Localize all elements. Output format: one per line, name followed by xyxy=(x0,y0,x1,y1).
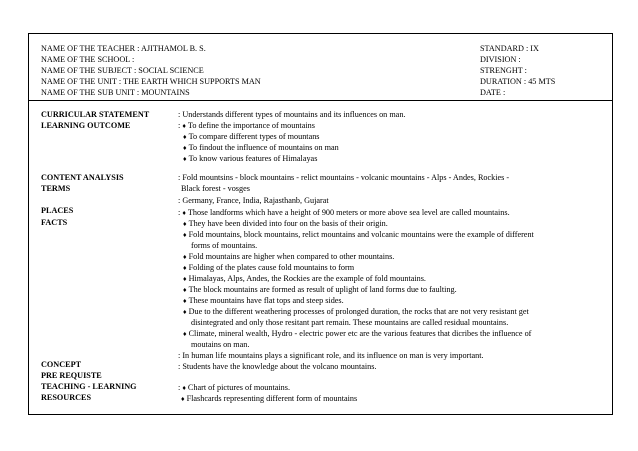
label-resources: RESOURCES xyxy=(41,393,92,402)
header-box xyxy=(28,33,613,101)
curricular-statement-text: : Understands different types of mountains and its influences on man. xyxy=(178,110,406,119)
strength: STRENGHT : xyxy=(480,66,527,75)
terms-text: : Fold mountsins - block mountains - relict mountains - volcanic mountains - Alps - Andes, Rockies - xyxy=(178,173,510,182)
fact-item-cont: disintegrated and only those resitant part remain. These mountains are called residual mountains. xyxy=(191,318,509,327)
learning-outcome-item: ♦ To findout the influence of mountains on man xyxy=(183,143,339,152)
label-learning-outcome: LEARNING OUTCOME xyxy=(41,121,131,130)
fact-item: : ♦ Those landforms which have a height of 900 meters or more above sea level are called mountains. xyxy=(178,208,510,217)
prerequisite-text: : Students have the knowledge about the volcano mountains. xyxy=(178,362,377,371)
label-concept: CONCEPT xyxy=(41,360,82,369)
diamond-bullet-icon: ♦ xyxy=(181,395,185,403)
fact-item: ♦ Himalayas, Alps, Andes, the Rockies are the example of fold mountains. xyxy=(183,274,426,283)
standard: STANDARD : IX xyxy=(480,44,539,53)
label-facts: FACTS xyxy=(41,218,68,227)
fact-item: ♦ Due to the different weathering processes of prolonged duration, the rocks that are not very resistant get xyxy=(183,307,529,316)
fact-item: ♦ These mountains have flat tops and steep sides. xyxy=(183,296,344,305)
lesson-plan-body xyxy=(28,100,613,415)
school-name: NAME OF THE SCHOOL : xyxy=(41,55,135,64)
diamond-bullet-icon: ♦ xyxy=(182,209,186,217)
label-places: PLACES xyxy=(41,206,74,215)
diamond-bullet-icon: ♦ xyxy=(183,264,187,272)
learning-outcome-item: : ♦ To define the importance of mountains xyxy=(178,121,315,130)
places-text: : Germany, France, India, Rajasthanb, Gujarat xyxy=(178,196,329,205)
fact-item: ♦ They have been divided into four on the basis of their origin. xyxy=(183,219,388,228)
header-right xyxy=(480,43,555,98)
fact-item: ♦ Fold mountains are higher when compared to other mountains. xyxy=(183,252,395,261)
fact-item: ♦ The block mountains are formed as result of uplight of land forms due to faulting. xyxy=(183,285,457,294)
label-terms: TERMS xyxy=(41,184,71,193)
label-curricular-statement: CURRICULAR STATEMENT xyxy=(41,110,150,119)
diamond-bullet-icon: ♦ xyxy=(183,231,187,239)
diamond-bullet-icon: ♦ xyxy=(183,308,187,316)
diamond-bullet-icon: ♦ xyxy=(183,144,187,152)
diamond-bullet-icon: ♦ xyxy=(183,133,187,141)
diamond-bullet-icon: ♦ xyxy=(183,253,187,261)
diamond-bullet-icon: ♦ xyxy=(182,384,186,392)
learning-outcome-item: ♦ To compare different types of mountans xyxy=(183,132,320,141)
resource-item: : ♦ Chart of pictures of mountains. xyxy=(178,383,291,392)
diamond-bullet-icon: ♦ xyxy=(183,220,187,228)
diamond-bullet-icon: ♦ xyxy=(183,275,187,283)
lo-prefix: : xyxy=(178,121,183,130)
diamond-bullet-icon: ♦ xyxy=(183,330,187,338)
resources-prefix: : xyxy=(178,383,183,392)
concept-text: : In human life mountains plays a significant role, and its influence on man is very important. xyxy=(178,351,484,360)
facts-prefix: : xyxy=(178,208,183,217)
fact-item-cont: moutains on man. xyxy=(191,340,250,349)
diamond-bullet-icon: ♦ xyxy=(183,286,187,294)
diamond-bullet-icon: ♦ xyxy=(183,297,187,305)
duration: DURATION : 45 MTS xyxy=(480,77,556,86)
label-prerequisite: PRE REQUISTE xyxy=(41,371,102,380)
header-left xyxy=(41,43,261,98)
terms-text-cont: Black forest - vosges xyxy=(181,184,250,193)
label-content-analysis: CONTENT ANALYSIS xyxy=(41,173,124,182)
fact-item: ♦ Folding of the plates cause fold mountains to form xyxy=(183,263,355,272)
date: DATE : xyxy=(480,88,506,97)
subject-name: NAME OF THE SUBJECT : SOCIAL SCIENCE xyxy=(41,66,204,75)
fact-item: ♦ Fold mountains, block mountains, relict mountains and volcanic mountains were the example of different xyxy=(183,230,534,239)
unit-name: NAME OF THE UNIT : THE EARTH WHICH SUPPORTS MAN xyxy=(41,77,261,86)
learning-outcome-item: ♦ To know various features of Himalayas xyxy=(183,154,318,163)
label-teaching-learning: TEACHING - LEARNING xyxy=(41,382,137,391)
division: DIVISION : xyxy=(480,55,521,64)
fact-item: ♦ Climate, mineral wealth, Hydro - electric power etc are the various features that dicribes the influence of xyxy=(183,329,532,338)
resource-item: ♦ Flashcards representing different form of mountains xyxy=(181,394,358,403)
teacher-name: NAME OF THE TEACHER : AJITHAMOL B. S. xyxy=(41,44,206,53)
subunit-name: NAME OF THE SUB UNIT : MOUNTAINS xyxy=(41,88,190,97)
fact-item-cont: forms of mountains. xyxy=(191,241,258,250)
diamond-bullet-icon: ♦ xyxy=(182,122,186,130)
diamond-bullet-icon: ♦ xyxy=(183,155,187,163)
